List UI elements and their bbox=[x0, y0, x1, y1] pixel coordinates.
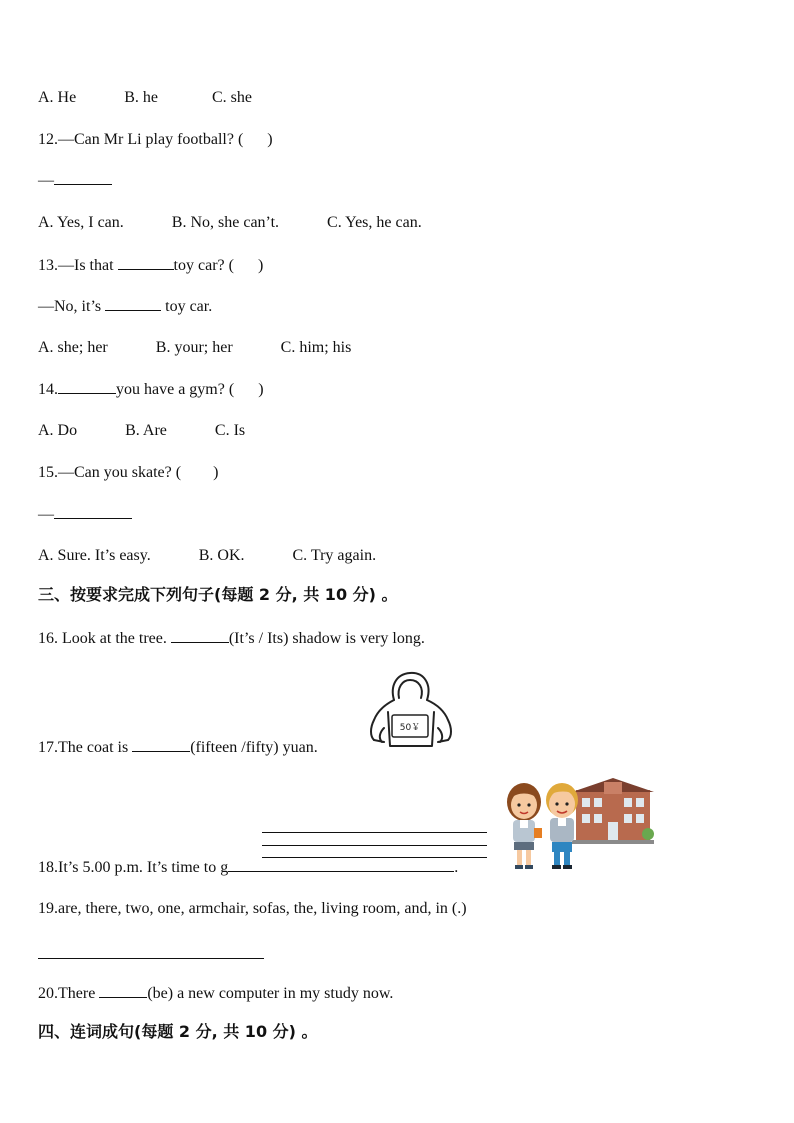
q13-answer-post: toy car. bbox=[165, 298, 213, 315]
coat-illustration bbox=[364, 668, 456, 750]
q14-options bbox=[38, 421, 245, 441]
q13-blank-1[interactable] bbox=[118, 255, 174, 270]
q16-post: (It’s / Its) shadow is very long. bbox=[228, 630, 425, 647]
q13-option-a: A. she; her bbox=[38, 339, 108, 356]
kids-school-illustration bbox=[498, 772, 656, 872]
q20-post: (be) a new computer in my study now. bbox=[147, 985, 394, 1002]
q20 bbox=[38, 983, 393, 1004]
q11-option-b: B. he bbox=[124, 89, 158, 106]
q15-answer bbox=[38, 504, 132, 525]
section-4-heading: 四、连词成句(每题 2 分, 共 10 分) 。 bbox=[38, 1022, 318, 1041]
q14-option-c: C. Is bbox=[214, 422, 246, 439]
q12-answer bbox=[38, 170, 112, 191]
q20-blank[interactable] bbox=[99, 983, 147, 998]
q12-question-text: 12.—Can Mr Li play football? ( bbox=[38, 131, 244, 148]
q15-paren-close: ) bbox=[213, 464, 219, 481]
q12-answer-blank[interactable] bbox=[54, 170, 112, 185]
q13-option-c: C. him; his bbox=[280, 339, 352, 356]
q15-answer-dash: — bbox=[38, 506, 54, 523]
q15-option-b: B. OK. bbox=[198, 547, 245, 564]
q18-end: . bbox=[454, 859, 459, 876]
q19: 19.are, there, two, one, armchair, sofas, the, living room, and, in (.) bbox=[38, 900, 467, 917]
q14-paren-close: ) bbox=[258, 381, 264, 398]
q16-blank[interactable] bbox=[171, 628, 229, 643]
q11-options bbox=[38, 88, 252, 108]
q16-pre: 16. Look at the tree. bbox=[38, 630, 167, 647]
q12-option-c: C. Yes, he can. bbox=[327, 214, 422, 231]
q13-option-b: B. your; her bbox=[155, 339, 233, 356]
q18 bbox=[38, 857, 458, 878]
q12-answer-dash: — bbox=[38, 172, 54, 189]
q17-post: (fifteen /fifty) yuan. bbox=[190, 739, 318, 756]
section-3-heading: 三、按要求完成下列句子(每题 2 分, 共 10 分) 。 bbox=[38, 585, 398, 604]
q14-question bbox=[38, 379, 264, 400]
q14-option-b: B. Are bbox=[125, 422, 167, 439]
q11-option-c: C. she bbox=[212, 89, 252, 106]
q13-options bbox=[38, 338, 351, 358]
q13-question bbox=[38, 255, 263, 276]
q17-blank[interactable] bbox=[132, 737, 190, 752]
q15-question-text: 15.—Can you skate? ( bbox=[38, 464, 182, 481]
q16 bbox=[38, 628, 425, 649]
q11-option-a: A. He bbox=[38, 89, 77, 106]
q18-text: 18.It’s 5.00 p.m. It’s time to g bbox=[38, 859, 229, 876]
q14-blank[interactable] bbox=[58, 379, 116, 394]
q17-price-tag: 50￥ bbox=[399, 723, 421, 733]
girl-icon bbox=[507, 783, 542, 869]
boy-icon bbox=[546, 783, 578, 869]
q13-paren-close: ) bbox=[257, 257, 264, 274]
q12-option-a: A. Yes, I can. bbox=[38, 214, 124, 231]
q14-prefix: 14. bbox=[38, 381, 58, 398]
q14-question-post: you have a gym? ( bbox=[116, 381, 235, 398]
q13-answer bbox=[38, 296, 212, 317]
q15-question bbox=[38, 463, 218, 483]
q15-answer-blank[interactable] bbox=[54, 504, 132, 519]
q13-question-post: toy car? ( bbox=[173, 257, 234, 274]
q18-blank[interactable] bbox=[228, 857, 454, 872]
school-building-icon bbox=[572, 778, 654, 844]
q12-question bbox=[38, 130, 273, 150]
q13-question-pre: 13.—Is that bbox=[38, 257, 114, 274]
q15-options bbox=[38, 546, 376, 566]
q13-answer-pre: —No, it’s bbox=[38, 298, 102, 315]
q13-blank-2[interactable] bbox=[105, 296, 161, 311]
q15-option-a: A. Sure. It’s easy. bbox=[38, 547, 151, 564]
q18-line-1[interactable] bbox=[262, 832, 487, 833]
q19-answer-line[interactable] bbox=[38, 958, 264, 959]
q17 bbox=[38, 737, 318, 758]
q12-options bbox=[38, 213, 422, 233]
q15-option-c: C. Try again. bbox=[292, 547, 377, 564]
q18-line-2[interactable] bbox=[262, 845, 487, 846]
q12-paren-close: ) bbox=[267, 131, 273, 148]
q20-pre: 20.There bbox=[38, 985, 96, 1002]
q12-option-b: B. No, she can’t. bbox=[171, 214, 280, 231]
q17-pre: 17.The coat is bbox=[38, 739, 129, 756]
q14-option-a: A. Do bbox=[38, 422, 78, 439]
